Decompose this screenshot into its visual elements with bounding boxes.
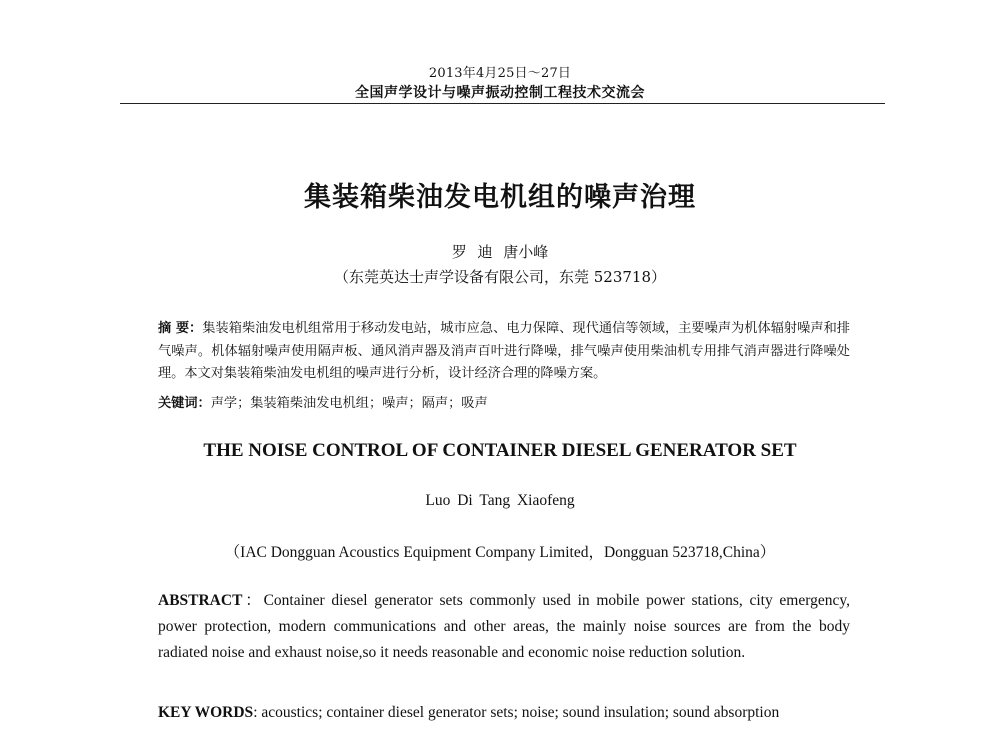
abstract-en-label: ABSTRACT	[158, 592, 243, 609]
abstract-cn-text: 集装箱柴油发电机组常用于移动发电站，城市应急、电力保障、现代通信等领域，主要噪声为机体辐射噪声和排气噪声。机体辐射噪声使用隔声板、通风消声器及消声百叶进行降噪，排气噪声使用柴油机专用排气消声器进行降噪处理。本文对集装箱柴油发电机组的噪声进行分析，设计经济合理的降噪方案。	[158, 321, 850, 381]
abstract-en-text: Container diesel generator sets commonly used in mobile power stations, city emergency, power protection, modern communications and other areas, the mainly noise sources are from the body radiated noise and exhaust noise,so it needs reasonable and economic noise reduction solution.	[158, 592, 850, 661]
keywords-cn-label: 关键词：	[158, 396, 211, 411]
keywords-en-sep: :	[253, 704, 262, 721]
keywords-cn	[158, 392, 850, 411]
keywords-en-text: acoustics; container diesel generator sets; noise; sound insulation; sound absorption	[261, 704, 780, 721]
keywords-en	[158, 700, 850, 726]
header-date: 2013年4月25日～27日	[428, 66, 572, 81]
affiliation-en: （IAC Dongguan Acoustics Equipment Company Limited，Dongguan 523718,China）	[224, 544, 776, 561]
affiliation-cn: （东莞英达士声学设备有限公司，东莞 523718）	[333, 268, 667, 286]
abstract-en-sep: ：	[242, 592, 264, 609]
header-conference: 全国声学设计与噪声振动控制工程技术交流会	[355, 85, 645, 101]
paper-title-en: THE NOISE CONTROL OF CONTAINER DIESEL GENERATOR SET	[203, 440, 797, 461]
header-rule	[120, 103, 885, 104]
keywords-cn-text: 声学；集装箱柴油发电机组；噪声；隔声；吸声	[210, 396, 488, 411]
abstract-cn-label: 摘 要：	[158, 321, 203, 336]
authors-cn: 罗 迪 唐小峰	[451, 243, 549, 261]
abstract-en	[158, 588, 850, 666]
keywords-en-label: KEY WORDS	[158, 704, 254, 721]
paper-title-cn: 集装箱柴油发电机组的噪声治理	[304, 182, 696, 213]
abstract-cn	[158, 318, 850, 386]
authors-en: Luo Di Tang Xiaofeng	[425, 492, 575, 509]
